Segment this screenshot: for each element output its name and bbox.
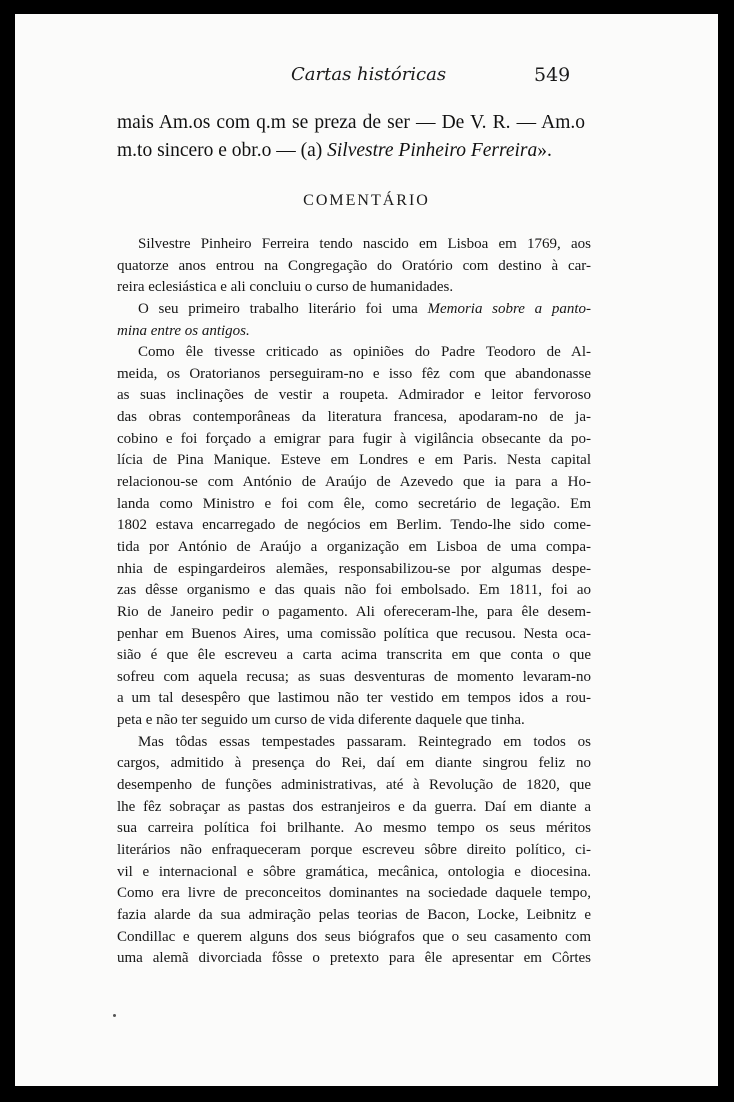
running-head: Cartas históricas [291,64,447,85]
text-line: das obras contemporâneas da literatura francesa, apodaram-no de ja- [117,409,591,426]
text-line: landa como Ministro e foi com êle, como secretário de legação. Em [117,495,591,512]
text-line: Como êle tivesse criticado as opiniões do Padre Teodoro de Al- [138,344,591,361]
section-title: COMENTÁRIO [303,192,430,209]
text-line: lhe fêz sobraçar as pastas dos estranjeiros e da guerra. Daí em diante a [117,798,591,815]
text-line: quatorze anos entrou na Congregação do Oratório com destino à car- [117,257,591,274]
text-line: uma alemã divorciada fôsse o pretexto para êle apresentar em Côrtes [117,950,591,967]
page-header [15,64,718,94]
book-page [15,14,718,1086]
text-span: O seu primeiro trabalho literário foi uma [138,300,428,317]
work-title-cont: mina entre os antigos. [117,322,250,339]
text-line: tida por António de Araújo a organização em Lisboa de uma compa- [117,538,591,555]
text-line: literários não enfraqueceram porque escreveu sôbre direito político, ci- [117,841,591,858]
ink-speck [113,1014,116,1017]
text-line [117,321,591,343]
commentary-text [117,234,591,970]
text-line: 1802 estava encarregado de negócios em Berlim. Tendo-lhe sido come- [117,517,591,534]
text-line: Rio de Janeiro pedir o pagamento. Ali ofereceram-lhe, para êle desem- [117,603,591,620]
text-line: as suas inclinações de vestir a roupeta. Admirador e leitor fervoroso [117,387,591,404]
text-line: Como era livre de preconceitos dominantes na sociedade daquele tempo, [117,885,591,902]
text-line [117,299,591,321]
text-line: sua carreira política foi brilhante. Ao mesmo tempo os seus méritos [117,820,591,837]
text-line: cobino e foi forçado a emigrar para fugir à vigilância obsecante da po- [117,430,591,447]
closing-quote: ». [537,140,552,161]
text-line: a um tal desespêro que lastimou não ter vestido em tempos idos a rou- [117,690,591,707]
text-line: penhar em Buenos Aires, uma comissão política que recusou. Nesta oca- [117,625,591,642]
text-line: Condillac e querem alguns dos seus biógrafos que o seu casamento com [117,928,591,945]
text-line: zas dêsse organismo e das quais não foi embolsado. Em 1811, foi ao [117,582,591,599]
text-line: nhia de espingardeiros alemães, responsabilizou-se por algumas despe- [117,560,591,577]
letter-signature-line [117,137,585,165]
text-line: sião é que êle escreveu a carta acima transcrita em que conta o que [117,647,591,664]
text-line: Silvestre Pinheiro Ferreira tendo nascido em Lisboa em 1769, aos [138,236,591,252]
text-line: vil e internacional e sôbre gramática, mecânica, ontologia e diocesina. [117,863,591,880]
text-line: meida, os Oratorianos perseguiram-no e isso fêz com que abandonasse [117,365,591,382]
page-number: 549 [534,64,571,86]
text-line: fazia alarde da sua admiração pelas teorias de Bacon, Locke, Leibnitz e [117,906,591,923]
text-line: reira eclesiástica e ali concluiu o curso de humanidades. [117,279,454,296]
letter-closing [117,109,585,165]
signature-name: Silvestre Pinheiro Ferreira [327,140,538,161]
text-line: relacionou-se com António de Araújo de Azevedo que ia para a Ho- [117,474,591,491]
text-line: Mas tôdas essas tempestades passaram. Reintegrado em todos os [138,733,591,750]
text-line: lícia de Pina Manique. Esteve em Londres e em Paris. Nesta capital [117,452,591,469]
text-line: peta e não ter seguido um curso de vida diferente daquele que tinha. [117,712,525,729]
work-title: Memoria sobre a panto- [427,300,591,317]
text-line: desempenho de funções administrativas, até à Revolução de 1820, que [117,777,591,794]
letter-closing-text: m.to sincero e obr.o — (a) [117,140,328,161]
letter-line: mais Am.os com q.m se preza de ser — De V. R. — Am.o [117,112,585,133]
text-line: cargos, admitido à presença do Rei, daí em diante singrou feliz no [117,755,591,772]
text-line: sofreu com aquela recusa; as suas desventuras de momento levaram-no [117,668,591,685]
